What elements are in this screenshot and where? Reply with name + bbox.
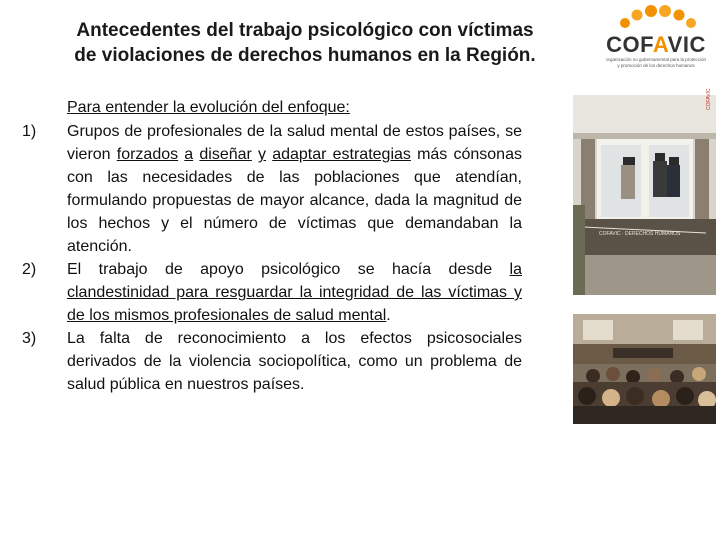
slide-title <box>40 18 570 68</box>
audience-photo <box>573 314 716 424</box>
list-number: 2) <box>22 261 37 278</box>
list-item-text: La falta de reconocimiento a los efectos psicosociales derivados de la violencia sociopolítica, como un problema de salud pública en nuestros países. <box>67 330 522 393</box>
intro-text: Para entender la evolución del enfoque: <box>67 99 350 116</box>
list-number: 1) <box>22 123 37 140</box>
title-line-2: de violaciones de derechos humanos en la Región. <box>74 45 536 66</box>
list-item <box>22 327 522 396</box>
logo-tagline: organización no gubernamental para la protección y promoción de los derechos humanos <box>605 57 707 68</box>
list-item <box>22 258 522 327</box>
title-line-1: Antecedentes del trabajo psicológico con víctimas <box>76 20 534 41</box>
side-label: COFAVIC <box>706 88 712 110</box>
list-item-text: El trabajo de apoyo psicológico se hacía desde la clandestinidad para resguardar la integridad de las víctimas y de los mismos profesionales de salud mental. <box>67 261 522 324</box>
cofavic-logo <box>593 5 715 71</box>
list-item <box>22 120 522 258</box>
numbered-list <box>22 120 522 396</box>
list-item-text: Grupos de profesionales de la salud mental de estos países, se vieron forzados a diseñar y adaptar estrategias más cónsonas con las necesidades de las poblaciones que atendían, formulando propuestas de mayor alcance, dada la magnitud de los hechos y el número de víctimas que demandaban la atención. <box>67 123 522 255</box>
entrance-sign-text: COFAVIC · DERECHOS HUMANOS <box>599 231 681 237</box>
logo-wordmark: COFAVIC <box>606 32 706 57</box>
logo-dots-icon <box>613 5 703 33</box>
entrance-photo <box>573 95 716 295</box>
list-number: 3) <box>22 330 37 347</box>
